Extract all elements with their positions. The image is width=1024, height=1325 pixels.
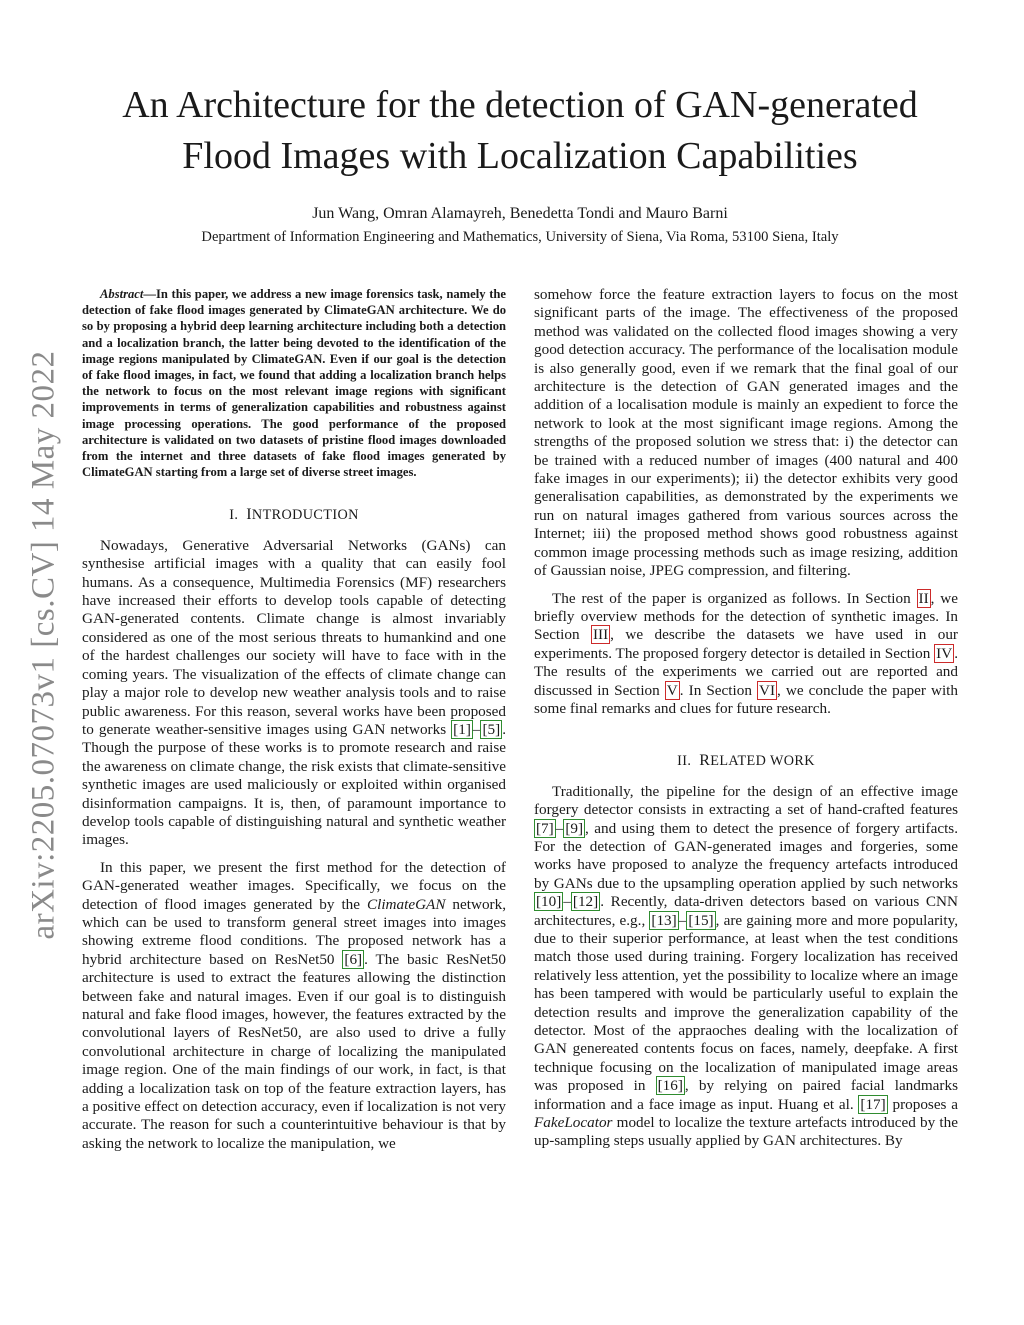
related-work-paragraph: Traditionally, the pipeline for the design of an effective image forgery detector consists in extracting a set of hand-crafted features [7] – [9] , and using them to detect the presence of forgery artifacts. For the detection of GAN-generated images and forgeries, some works have proposed to analyze the frequency artefacts introduced by GANs due to the upsampling operation applied by such networks [10] – [12] . Recently, data-driven detectors based on various CNN architectures, e.g., [13] – [15] , are gaining more and more popularity, due to their superior performance, at least when the test conditions match those used during training. Forgery localization has received relatively less attention, yet the possibility to localize where an image has been tampered with would be particularly useful to explain the detection results and improve the generalization capability of the detector. Most of the appraoches dealing with the localization of GAN genereated contents focus on faces, namely, deepfake. A first technique focusing on the localization of manipulated image areas was proposed in [16] , by relying on paired facial landmarks information and a face image as input. Huang et al. [17] proposes a FakeLocator model to localize the texture artefacts introduced by the up-sampling steps usually applied by GAN architectures. By bbox=[534, 782, 958, 1150]
title-line-2: Flood Images with Localization Capabilities bbox=[182, 135, 858, 177]
citation-link[interactable]: [12] bbox=[572, 893, 599, 911]
right-column bbox=[534, 286, 958, 1151]
section-link[interactable]: V bbox=[666, 681, 678, 699]
abstract bbox=[82, 286, 506, 480]
citation-link[interactable]: [6] bbox=[344, 950, 363, 968]
citation-link[interactable]: [5] bbox=[482, 720, 501, 738]
section-heading-related-work: II. RELATED WORK bbox=[677, 752, 815, 770]
intro-paragraph-1: Nowadays, Generative Adversarial Networks (GANs) can synthesise artificial images with a quality that can easily fool humans. As a consequence, Multimedia Forensics (MF) researchers have increased their efforts to develop tools capable of detecting GAN-generated contents. Climate change is almost invariably considered as one of the most serious threats to humankind and one of the hardest challenges our society will have to face with in the coming years. The visualization of the effects of climate change can play a major role to develop new weather analysis tools and to raise public awareness. For this reason, several works have been proposed to generate weather-sensitive images using GAN networks [1] – [5] . Though the purpose of these works is to promote research and raise the awareness on climate change, the risk exists that climate-sensitive synthetic images are used maliciously or exploited within organised disinformation campaigns. It is, then, of paramount importance to develop tools capable of distinguishing natural and synthetic weather images. bbox=[82, 536, 506, 849]
citation-link[interactable]: [13] bbox=[651, 911, 677, 929]
citation-link[interactable]: [15] bbox=[688, 911, 714, 929]
intro-paragraph-2: In this paper, we present the first method for the detection of GAN-generated weather images. Specifically, we focus on the detection of flood images generated by the ClimateGAN network, which can be used to transform general street images into images showing extreme flood conditions. The proposed network has a hybrid architecture based on ResNet50 [6] . The basic ResNet50 architecture is used to extract the features allowing the distinction between fake and natural images. Even if our goal is to distinguish natural and fake flood images, however, the features extracted by the convolutional layers of ResNet50, are also used to drive a fully convolutional architecture in charge of localizing the manipulated image region. One of the main findings of our work, in fact, is that adding a localization task on top of the feature extraction layers, has a positive effect on detection accuracy, even if localization is not very accurate. The reason for such a counterintuitive behaviour is that by asking the network to localize the manipulation, we bbox=[82, 858, 506, 1152]
citation-link[interactable]: [7] bbox=[536, 819, 554, 837]
section-link[interactable]: III bbox=[592, 626, 609, 644]
intro-paragraph-3: somehow force the feature extraction layers to focus on the most significant parts of the image. The effectiveness of the proposed method was validated on the collected flood images showing a very good detection accuracy. The performance of the localisation module is also generally good, even if we remark that the final goal of our architecture is the detection of GAN generated images and the addition of a localisation module is mainly an expedient to force the network to look at the most significant image regions. Among the strengths of the proposed solution we stress that: i) the detector can be trained with a reduced number of images (400 natural and 400 fake images in our experiments); ii) the detector exhibits very good generalisation capabilities, as demonstrated by the experiments we run on natural images gathered from various sources across the Internet; iii) the proposed method shows good robustness against common image processing methods such as image resizing, addition of Gaussian noise, JPEG compression, and filtering. bbox=[534, 286, 958, 580]
citation-link[interactable]: [1] bbox=[453, 720, 471, 738]
section-link[interactable]: IV bbox=[936, 644, 953, 662]
arxiv-identifier: arXiv:2205.07073v1 [cs.CV] 14 May 2022 bbox=[25, 350, 62, 940]
left-column bbox=[82, 286, 506, 1153]
intro-paragraph-4: The rest of the paper is organized as follows. In Section II , we briefly overview methods for the detection of synthetic images. In Section III , we describe the datasets we have used in our experiments. The proposed forgery detector is detailed in Section IV . The results of the experiments we carried out are reported and discussed in Section V . In Section VI , we conclude the paper with some final remarks and clues for future research. bbox=[534, 589, 958, 717]
affiliation: Department of Information Engineering and Mathematics, University of Siena, Via Roma, 53100 Siena, Italy bbox=[201, 229, 839, 245]
abstract-label: Abstract bbox=[100, 287, 144, 301]
author-list: Jun Wang, Omran Alamayreh, Benedetta Tondi and Mauro Barni bbox=[312, 205, 728, 222]
section-link[interactable]: VI bbox=[758, 681, 776, 699]
citation-link[interactable]: [16] bbox=[657, 1077, 683, 1095]
citation-link[interactable]: [17] bbox=[860, 1095, 886, 1113]
section-link[interactable]: II bbox=[918, 589, 929, 607]
section-heading-introduction: I. INTRODUCTION bbox=[229, 506, 359, 524]
citation-link[interactable]: [9] bbox=[565, 819, 584, 837]
citation-link[interactable]: [10] bbox=[536, 893, 562, 911]
paper-title bbox=[60, 80, 980, 182]
abstract-text: —In this paper, we address a new image forensics task, namely the detection of fake flood images generated by ClimateGAN architecture. We do so by proposing a hybrid deep learning architecture including both a detection and a localization branch, the latter being devoted to the identification of the image regions manipulated by ClimateGAN. Even if our goal is the detection of fake flood images, in fact, we found that adding a localization branch helps the network to focus on the most relevant image regions with significant improvements in terms of generalization capabilities and robustness against image processing operations. The good performance of the proposed architecture is validated on two datasets of pristine flood images downloaded from the internet and three datasets of fake flood images generated by ClimateGAN starting from a large set of diverse street images. bbox=[82, 287, 506, 480]
title-line-1: An Architecture for the detection of GAN-generated bbox=[122, 84, 918, 126]
